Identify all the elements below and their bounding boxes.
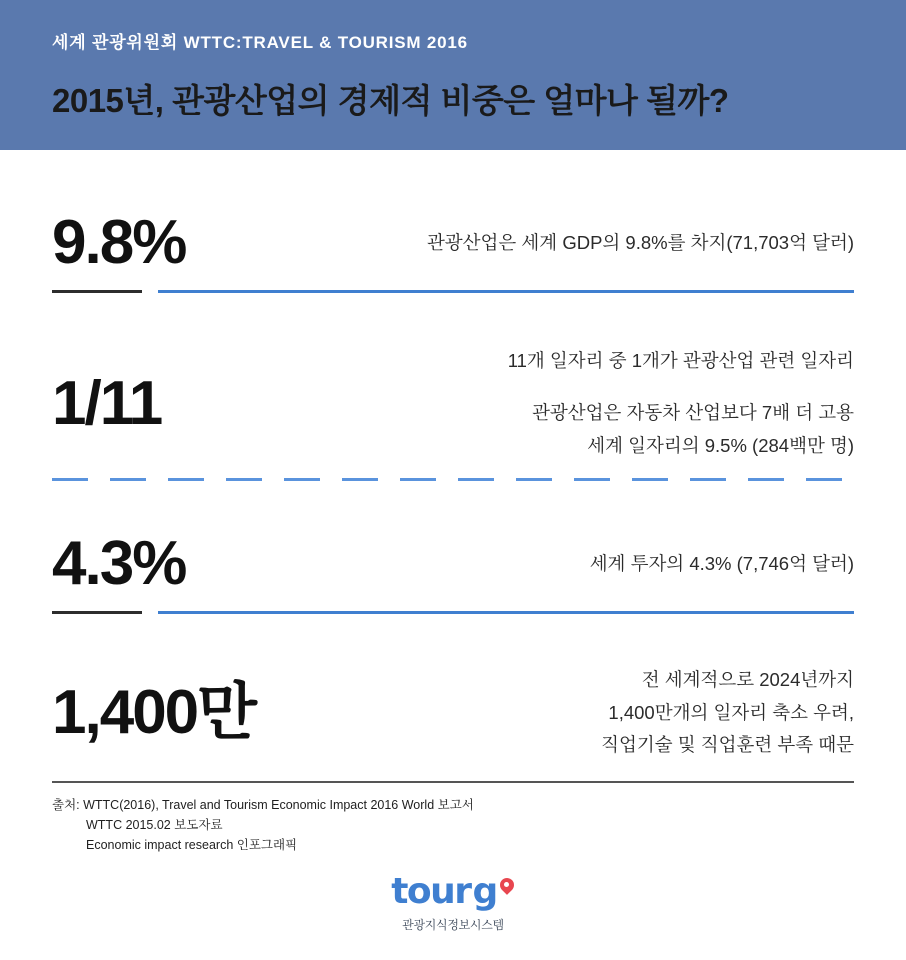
logo-mark [391,871,515,912]
source-note [0,783,906,855]
poster-header [0,0,906,150]
stat-content [52,529,854,599]
stat-line: 세계 일자리의 9.5% (284백만 명) [587,434,854,456]
divider-rule-4 [52,781,854,783]
stat-content [52,345,854,462]
map-pin-icon [500,878,515,893]
stat-block-investment [30,481,876,614]
source-line-2: WTTC 2015.02 보도자료 [86,818,223,833]
stat-content [52,208,854,277]
logo-wordmark-suffix: g [472,871,497,913]
poster-body [0,150,906,783]
stat-figure-2: 1/11 [52,368,162,438]
stat-line: 세계 투자의 4.3% (7,746억 달러) [589,552,854,574]
stat-line: 관광산업은 세계 GDP의 9.8%를 차지(71,703억 달러) [426,231,854,253]
stat-description-4 [255,664,854,761]
tourgo-logo [0,871,906,933]
source-line-1: 출처: WTTC(2016), Travel and Tourism Economic Impact 2016 World 보고서 [52,798,474,813]
header-kicker: 세계 관광위원회 WTTC:TRAVEL & TOURISM 2016 [52,33,468,52]
stat-line: 관광산업은 자동차 산업보다 7배 더 고용 [532,402,854,424]
stat-block-gdp [30,150,876,293]
stat-figure-4: 1,400만 [52,677,256,747]
logo-caption: 관광지식정보시스템 [402,918,504,933]
stat-description-1 [185,227,854,259]
stat-line: 1,400만개의 일자리 축소 우려, [608,701,854,723]
logo-wordmark: tour [391,871,471,913]
source-line-3: Economic impact research 인포그래픽 [86,838,298,853]
stat-block-jobs [30,293,876,481]
stat-block-job-losses [30,614,876,783]
stat-description-3 [185,548,854,580]
page-title: 2015년, 관광산업의 경제적 비중은 얼마나 될까? [52,82,729,119]
stat-description-2 [161,345,854,462]
stat-figure-3: 4.3% [52,529,186,599]
stat-line: 전 세계적으로 2024년까지 [641,669,854,691]
stat-line: 11개 일자리 중 1개가 관광산업 관련 일자리 [507,350,854,371]
stat-line: 직업기술 및 직업훈련 부족 때문 [601,733,854,755]
stat-content [52,664,854,761]
stat-figure-1: 9.8% [52,208,186,277]
